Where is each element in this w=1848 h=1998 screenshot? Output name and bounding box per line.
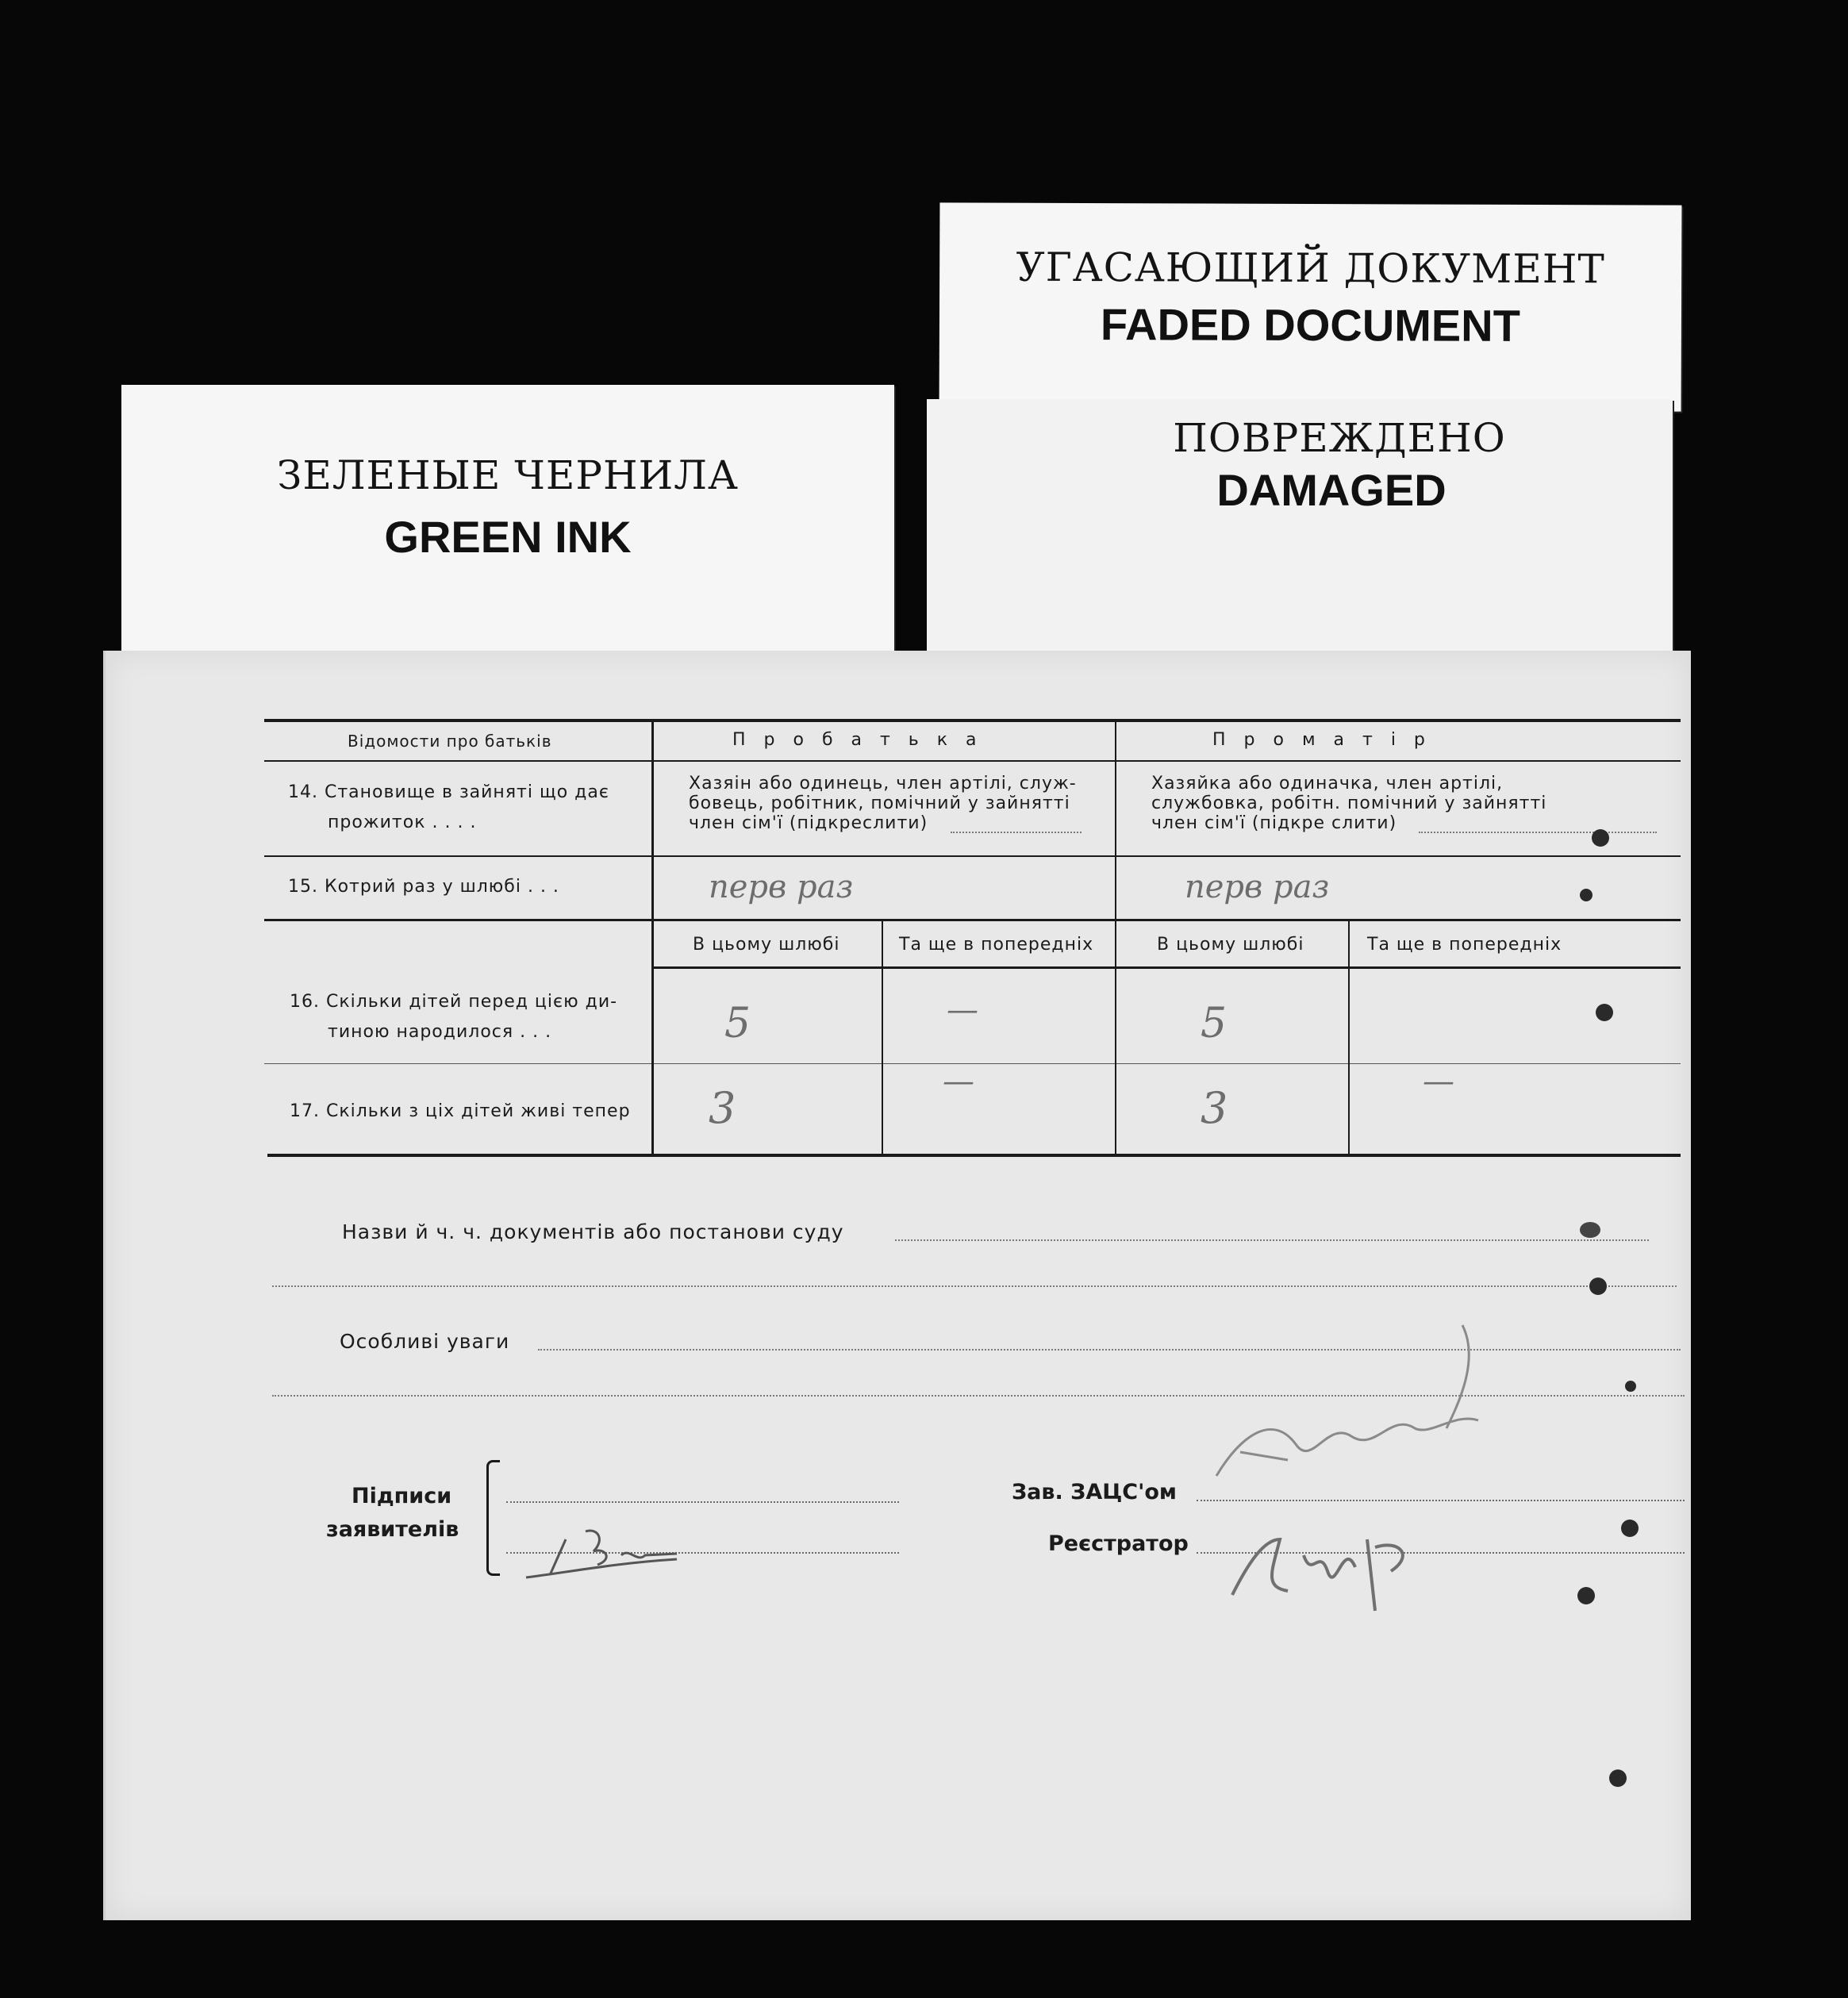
faded-document-label-en: FADED DOCUMENT: [1100, 299, 1520, 351]
damaged-label-card: [927, 399, 1673, 661]
documents-label: Назви й ч. ч. документів або постанови суду: [342, 1220, 844, 1243]
head-label: Зав. ЗАЦС'ом: [1012, 1480, 1177, 1504]
damage-hole: [1589, 1278, 1607, 1295]
row14-father-dots: [951, 832, 1082, 833]
subheader-mother-prev: Та ще в попередніх: [1367, 935, 1562, 955]
col-divider-mother-sub: [1348, 920, 1350, 1157]
signatures-brace: [486, 1460, 500, 1576]
documents-dots-2: [272, 1285, 1677, 1287]
row17-father-this: 3: [709, 1083, 736, 1133]
signatures-label-line2: заявителів: [326, 1517, 459, 1542]
table-header-rule: [264, 760, 1681, 762]
document-sheet: [103, 651, 1691, 1920]
row16-father-this: 5: [724, 1000, 751, 1047]
row14-mother-dots: [1419, 832, 1657, 833]
row15-rule: [264, 919, 1681, 921]
row17-label: 17. Скільки з ціх дітей живі тепер: [290, 1101, 631, 1121]
documents-dots-1: [895, 1239, 1649, 1241]
row15-mother-value: перв раз: [1185, 869, 1330, 905]
row14-rule: [264, 855, 1681, 857]
row15-father-value: перв раз: [709, 869, 854, 905]
faded-document-label-card: [939, 202, 1682, 411]
damage-hole: [1609, 1769, 1627, 1787]
row17-mother-this: 3: [1201, 1083, 1228, 1133]
row14-mother-line1: Хазяйка або одиначка, член артілі,: [1151, 774, 1504, 793]
registrar-label: Реєстратор: [1048, 1531, 1189, 1556]
damaged-label-ru: ПОВРЕЖДЕНО: [1173, 415, 1506, 461]
applicant-signature: [518, 1516, 724, 1587]
subheader-mother-this: В цьому шлюбі: [1157, 935, 1304, 955]
damage-hole: [1592, 829, 1609, 847]
damaged-label-en: DAMAGED: [1216, 465, 1447, 515]
damage-hole: [1625, 1381, 1636, 1392]
table-top-rule: [264, 719, 1681, 722]
col-divider-info: [651, 719, 654, 1157]
green-ink-label-en: GREEN INK: [384, 512, 632, 562]
header-father: П р о б а т ь к а: [732, 730, 983, 750]
row14-father-line2: бовець, робітник, помічний у зайнятті: [689, 793, 1070, 813]
subheader-father-this: В цьому шлюбі: [693, 935, 840, 955]
header-info: Відомости про батьків: [348, 732, 552, 751]
col-divider-parents: [1115, 719, 1116, 1157]
damage-hole: [1577, 1587, 1595, 1604]
row16-label-line2: тиною народилося . . .: [328, 1022, 552, 1042]
row14-label-line1: 14. Становище в зайняті що дає: [288, 782, 609, 802]
damage-hole: [1596, 1004, 1613, 1021]
damage-hole: [1580, 889, 1593, 901]
col-divider-father-sub: [882, 920, 883, 1157]
remarks-label: Особливі уваги: [340, 1330, 510, 1353]
applicant-signature-line-1: [506, 1501, 899, 1503]
subheader-father-prev: Та ще в попередніх: [899, 935, 1094, 955]
row14-father-line3: член сім'ї (підкреслити): [689, 813, 928, 833]
table-bottom-rule: [267, 1154, 1681, 1157]
row14-father-line1: Хазяін або одинець, член артілі, служ-: [689, 774, 1077, 793]
row16-father-prev: —: [947, 992, 978, 1028]
row16-label-line1: 16. Скільки дітей перед цією ди-: [290, 992, 618, 1012]
row14-mother-line3: член сім'ї (підкре слити): [1151, 813, 1397, 833]
green-ink-label-ru: ЗЕЛЕНЫЕ ЧЕРНИЛА: [277, 452, 739, 498]
registrar-signature: [1216, 1492, 1454, 1627]
green-ink-label-card: [121, 385, 894, 663]
row14-label-line2: прожиток . . . .: [328, 813, 477, 832]
faded-document-label-ru: УГАСАЮЩИЙ ДОКУМЕНТ: [1016, 244, 1605, 293]
header-mother: П р о м а т і р: [1212, 730, 1431, 750]
subheader-rule: [653, 966, 1681, 969]
signatures-label-line1: Підписи: [352, 1484, 452, 1508]
row14-mother-line2: службовка, робітн. помічний у зайнятті: [1151, 793, 1547, 813]
damage-hole: [1621, 1520, 1639, 1537]
row16-mother-this: 5: [1201, 1000, 1228, 1047]
row17-father-prev: —: [943, 1063, 974, 1100]
row15-label: 15. Котрий раз у шлюбі . . .: [288, 877, 559, 897]
damage-hole: [1580, 1222, 1600, 1238]
row17-mother-prev: —: [1423, 1063, 1454, 1100]
